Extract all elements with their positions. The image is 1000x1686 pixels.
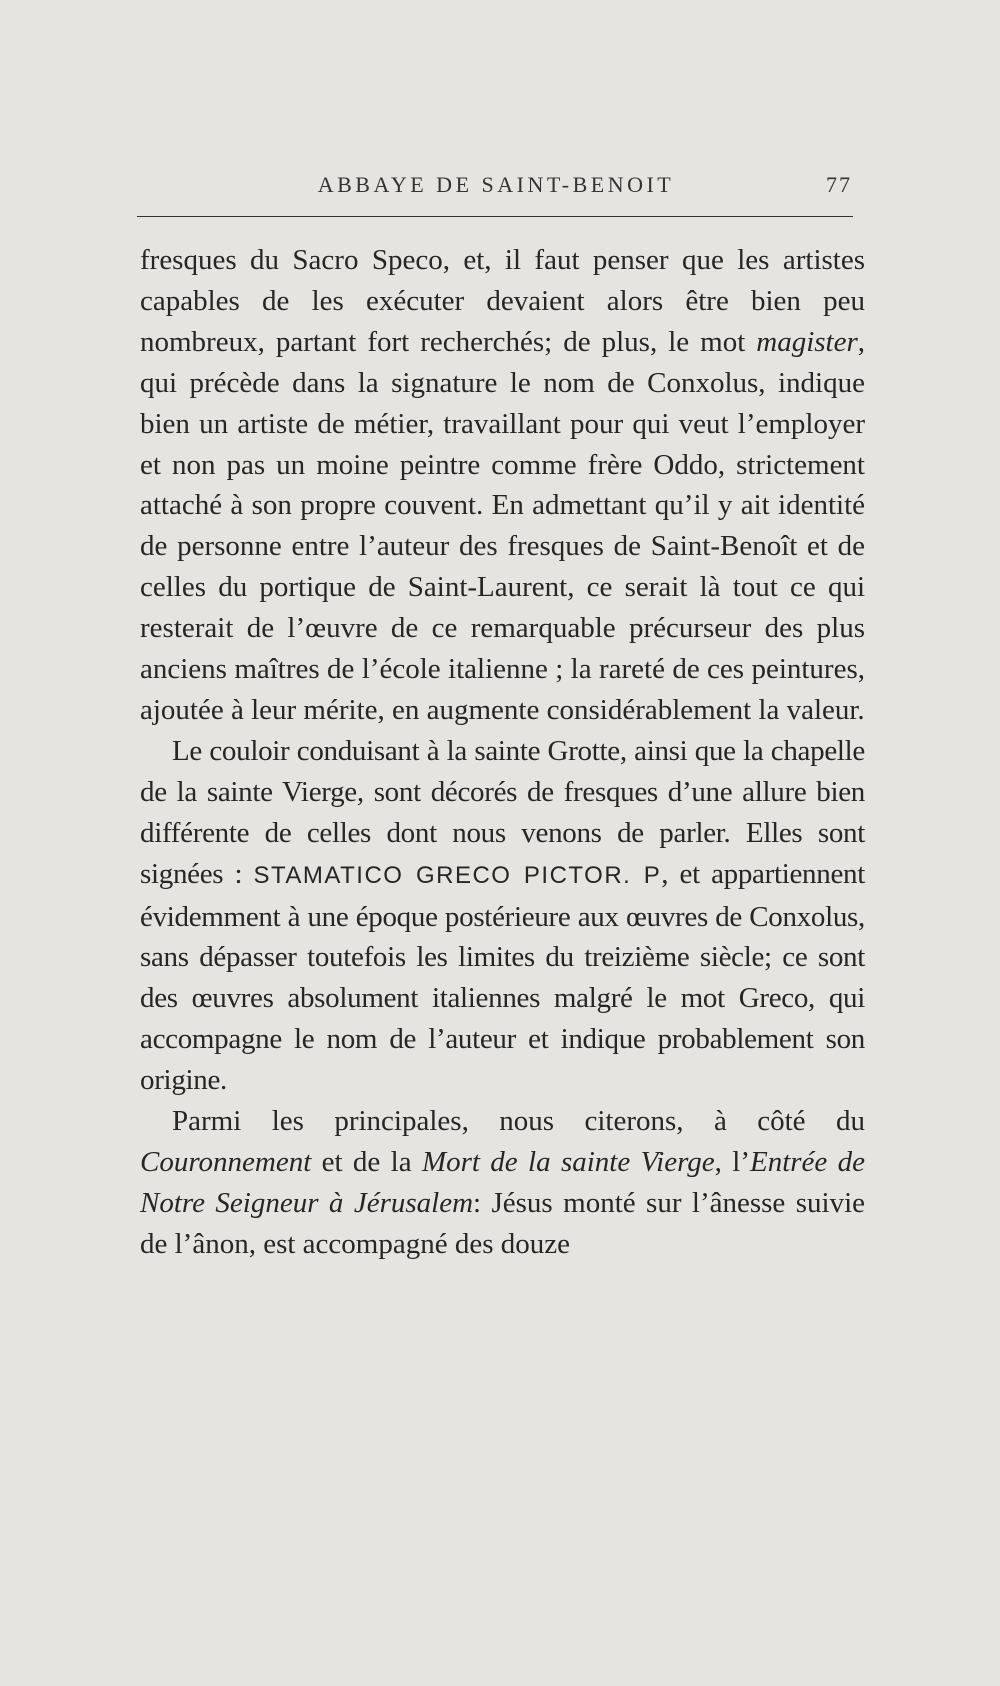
text-segment: : Jésus monté sur l’ânesse suivie de l’ânon, est accompagné des douze [140, 1186, 865, 1260]
header-rule [137, 216, 853, 217]
text-segment: et de la [311, 1145, 422, 1178]
running-title: ABBAYE DE SAINT-BENOIT [317, 172, 675, 197]
italic-title: Mort de la sainte Vierge [421, 1145, 715, 1178]
paragraph-2 [140, 731, 865, 1101]
text-segment: , l’ [714, 1145, 750, 1178]
running-head [140, 168, 852, 204]
text-segment: fresques du Sacro Speco, et, il faut penser que les artistes capables de les exécuter devaient alors être bien peu nombreux, partant fort recherchés; de plus, le mot [140, 244, 865, 358]
paragraph-1 [140, 240, 865, 731]
italic-title: Entrée de Notre Seigneur à Jérusalem [140, 1145, 866, 1219]
text-segment: , qui précède dans la signature le nom de Conxolus, indique bien un artiste de métier, travaillant pour qui veut l’employer et non pas un moine peintre comme frère Oddo, strictement attaché à son propre couvent. En admettant qu’il y ait identité de personne entre l’auteur des fresques de Saint-Benoît et de celles du portique de Saint-Laurent, ce serait là tout ce qui resterait de l’œuvre de ce remarquable précurseur des plus anciens maîtres de l’école italienne ; la rareté de ces peintures, ajoutée à leur mérite, en augmente considérablement la valeur. [140, 325, 865, 726]
italic-title: Couronnement [140, 1145, 312, 1178]
italic-term: magister [756, 325, 858, 358]
text-segment: Le couloir conduisant à la sainte Grotte, ainsi que la chapelle de la sainte Vierge, sont décorés de fresques d’une allure bien différente de celles dont nous venons de parler. Elles sont signées : [140, 734, 865, 890]
text-segment: Parmi les principales, nous citerons, à côté du [172, 1105, 865, 1138]
signature-inscription: STAMATICO GRECO PICTOR. P [253, 861, 662, 889]
body-text [140, 240, 865, 1265]
text-segment: , et appartiennent évidemment à une époque postérieure aux œuvres de Conxolus, sans dépasser toutefois les limites du treizième siècle; ce sont des œuvres absolument italiennes malgré le mot Greco, qui accompagne le nom de l’auteur et indique probablement son origine. [140, 857, 865, 1097]
page-number: 77 [826, 172, 852, 197]
paragraph-3 [140, 1101, 865, 1265]
